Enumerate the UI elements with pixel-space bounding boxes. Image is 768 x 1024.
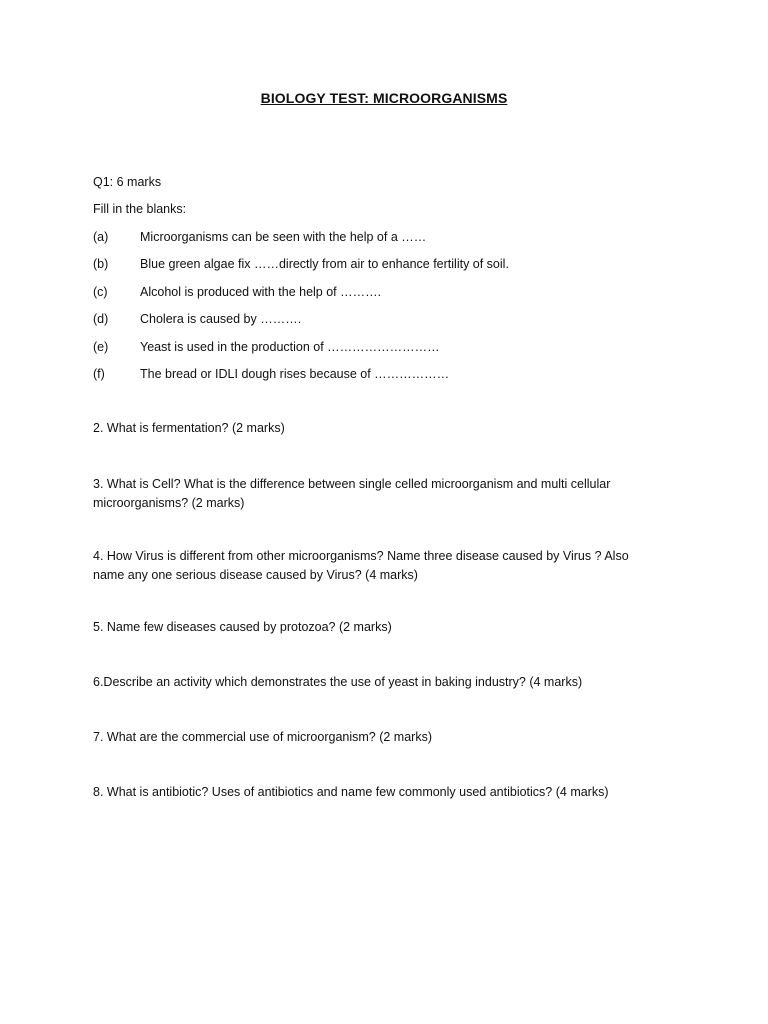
question-2: 2. What is fermentation? (2 marks) [93, 421, 285, 435]
blank-item-b [93, 257, 509, 271]
blank-text: The bread or IDLI dough rises because of ……………… [140, 367, 450, 381]
blank-letter: (f) [93, 367, 105, 381]
question-3: 3. What is Cell? What is the difference between single celled microorganism and multi cellular microorganisms? (2 marks) [93, 477, 611, 510]
blank-item-a [93, 230, 426, 244]
test-title: BIOLOGY TEST: MICROORGANISMS [260, 90, 508, 106]
blank-text: Alcohol is produced with the help of ………. [140, 285, 382, 299]
blank-text: Cholera is caused by ………. [140, 312, 302, 326]
question-7: 7. What are the commercial use of microorganism? (2 marks) [93, 730, 432, 744]
question-5: 5. Name few diseases caused by protozoa? (2 marks) [93, 620, 392, 634]
blank-text: Yeast is used in the production of ……………………… [140, 340, 440, 354]
blank-text: Microorganisms can be seen with the help of a …… [140, 230, 427, 244]
blank-letter: (a) [93, 230, 109, 244]
question-6: 6.Describe an activity which demonstrates the use of yeast in baking industry? (4 marks) [93, 675, 583, 689]
blank-letter: (b) [93, 257, 109, 271]
blank-item-d [93, 312, 301, 326]
blank-letter: (d) [93, 312, 109, 326]
blank-item-c [93, 285, 381, 299]
blank-text: Blue green algae fix ……directly from air to enhance fertility of soil. [140, 257, 509, 271]
q1-heading: Q1: 6 marks [93, 175, 162, 189]
blank-letter: (c) [93, 285, 108, 299]
question-4: 4. How Virus is different from other microorganisms? Name three disease caused by Virus ? Also name any one serious disease caused by Virus? (4 marks) [93, 549, 629, 582]
blank-letter: (e) [93, 340, 109, 354]
q1-instruction: Fill in the blanks: [93, 202, 187, 216]
blank-item-f [93, 367, 449, 381]
question-8: 8. What is antibiotic? Uses of antibiotics and name few commonly used antibiotics? (4 marks) [93, 785, 609, 799]
blank-item-e [93, 340, 440, 354]
